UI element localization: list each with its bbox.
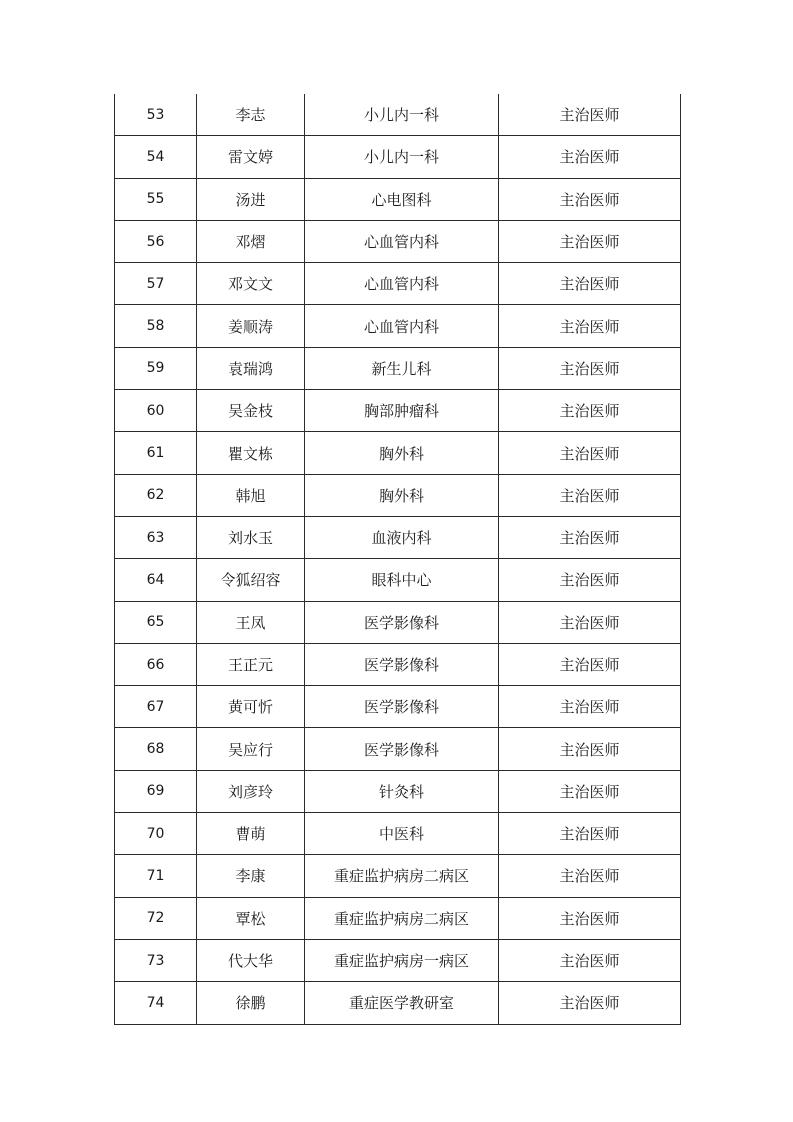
row-number-cell: 69 (115, 770, 197, 812)
department-cell: 医学影像科 (305, 601, 499, 643)
table-row (115, 432, 681, 474)
physician-name-cell: 雷文婷 (197, 136, 305, 178)
professional-title-cell: 主治医师 (499, 601, 681, 643)
physician-name-cell: 王正元 (197, 643, 305, 685)
table-row (115, 474, 681, 516)
professional-title-cell: 主治医师 (499, 94, 681, 136)
professional-title-cell: 主治医师 (499, 686, 681, 728)
table-row (115, 220, 681, 262)
row-number-cell: 53 (115, 94, 197, 136)
table-row (115, 178, 681, 220)
department-cell: 胸外科 (305, 432, 499, 474)
row-number-cell: 61 (115, 432, 197, 474)
physician-name-cell: 瞿文栋 (197, 432, 305, 474)
physician-name-cell: 王凤 (197, 601, 305, 643)
row-number-cell: 70 (115, 813, 197, 855)
professional-title-cell: 主治医师 (499, 770, 681, 812)
department-cell: 胸外科 (305, 474, 499, 516)
department-cell: 中医科 (305, 813, 499, 855)
row-number-cell: 67 (115, 686, 197, 728)
professional-title-cell: 主治医师 (499, 178, 681, 220)
table-row (115, 728, 681, 770)
row-number-cell: 56 (115, 220, 197, 262)
table-row (115, 516, 681, 558)
department-cell: 心血管内科 (305, 263, 499, 305)
table-row (115, 94, 681, 136)
department-cell: 针灸科 (305, 770, 499, 812)
physician-name-cell: 李志 (197, 94, 305, 136)
professional-title-cell: 主治医师 (499, 982, 681, 1024)
professional-title-cell: 主治医师 (499, 305, 681, 347)
row-number-cell: 54 (115, 136, 197, 178)
table-row (115, 939, 681, 981)
professional-title-cell: 主治医师 (499, 390, 681, 432)
table-row (115, 601, 681, 643)
row-number-cell: 71 (115, 855, 197, 897)
professional-title-cell: 主治医师 (499, 643, 681, 685)
physician-name-cell: 李康 (197, 855, 305, 897)
department-cell: 重症监护病房一病区 (305, 939, 499, 981)
professional-title-cell: 主治医师 (499, 347, 681, 389)
physician-name-cell: 代大华 (197, 939, 305, 981)
row-number-cell: 65 (115, 601, 197, 643)
row-number-cell: 58 (115, 305, 197, 347)
department-cell: 医学影像科 (305, 728, 499, 770)
row-number-cell: 59 (115, 347, 197, 389)
professional-title-cell: 主治医师 (499, 728, 681, 770)
physician-name-cell: 吴应行 (197, 728, 305, 770)
physician-name-cell: 黄可忻 (197, 686, 305, 728)
physician-name-cell: 汤进 (197, 178, 305, 220)
table-row (115, 897, 681, 939)
table-row (115, 770, 681, 812)
professional-title-cell: 主治医师 (499, 813, 681, 855)
table-row (115, 643, 681, 685)
row-number-cell: 63 (115, 516, 197, 558)
department-cell: 小儿内一科 (305, 94, 499, 136)
department-cell: 心血管内科 (305, 305, 499, 347)
table-row (115, 136, 681, 178)
physician-name-cell: 刘水玉 (197, 516, 305, 558)
physician-roster-table (114, 94, 681, 1025)
table-row (115, 813, 681, 855)
row-number-cell: 73 (115, 939, 197, 981)
department-cell: 重症监护病房二病区 (305, 897, 499, 939)
table-row (115, 855, 681, 897)
department-cell: 重症医学教研室 (305, 982, 499, 1024)
professional-title-cell: 主治医师 (499, 855, 681, 897)
department-cell: 血液内科 (305, 516, 499, 558)
physician-name-cell: 覃松 (197, 897, 305, 939)
department-cell: 重症监护病房二病区 (305, 855, 499, 897)
physician-name-cell: 韩旭 (197, 474, 305, 516)
physician-name-cell: 袁瑞鸿 (197, 347, 305, 389)
table-row (115, 982, 681, 1024)
department-cell: 小儿内一科 (305, 136, 499, 178)
department-cell: 新生儿科 (305, 347, 499, 389)
department-cell: 眼科中心 (305, 559, 499, 601)
physician-name-cell: 邓文文 (197, 263, 305, 305)
table-row (115, 347, 681, 389)
row-number-cell: 64 (115, 559, 197, 601)
row-number-cell: 68 (115, 728, 197, 770)
professional-title-cell: 主治医师 (499, 559, 681, 601)
professional-title-cell: 主治医师 (499, 939, 681, 981)
physician-name-cell: 令狐绍容 (197, 559, 305, 601)
row-number-cell: 62 (115, 474, 197, 516)
professional-title-cell: 主治医师 (499, 432, 681, 474)
department-cell: 胸部肿瘤科 (305, 390, 499, 432)
physician-name-cell: 邓熠 (197, 220, 305, 262)
department-cell: 心血管内科 (305, 220, 499, 262)
physician-name-cell: 曹萌 (197, 813, 305, 855)
professional-title-cell: 主治医师 (499, 516, 681, 558)
row-number-cell: 60 (115, 390, 197, 432)
physician-name-cell: 姜顺涛 (197, 305, 305, 347)
table-row (115, 305, 681, 347)
table-row (115, 686, 681, 728)
roster-table-body (115, 94, 681, 1024)
table-row (115, 263, 681, 305)
professional-title-cell: 主治医师 (499, 136, 681, 178)
row-number-cell: 74 (115, 982, 197, 1024)
row-number-cell: 72 (115, 897, 197, 939)
department-cell: 医学影像科 (305, 643, 499, 685)
department-cell: 心电图科 (305, 178, 499, 220)
professional-title-cell: 主治医师 (499, 897, 681, 939)
professional-title-cell: 主治医师 (499, 474, 681, 516)
professional-title-cell: 主治医师 (499, 220, 681, 262)
physician-name-cell: 刘彦玲 (197, 770, 305, 812)
physician-name-cell: 吴金枝 (197, 390, 305, 432)
table-row (115, 559, 681, 601)
row-number-cell: 57 (115, 263, 197, 305)
department-cell: 医学影像科 (305, 686, 499, 728)
table-row (115, 390, 681, 432)
row-number-cell: 55 (115, 178, 197, 220)
physician-name-cell: 徐鹏 (197, 982, 305, 1024)
row-number-cell: 66 (115, 643, 197, 685)
professional-title-cell: 主治医师 (499, 263, 681, 305)
